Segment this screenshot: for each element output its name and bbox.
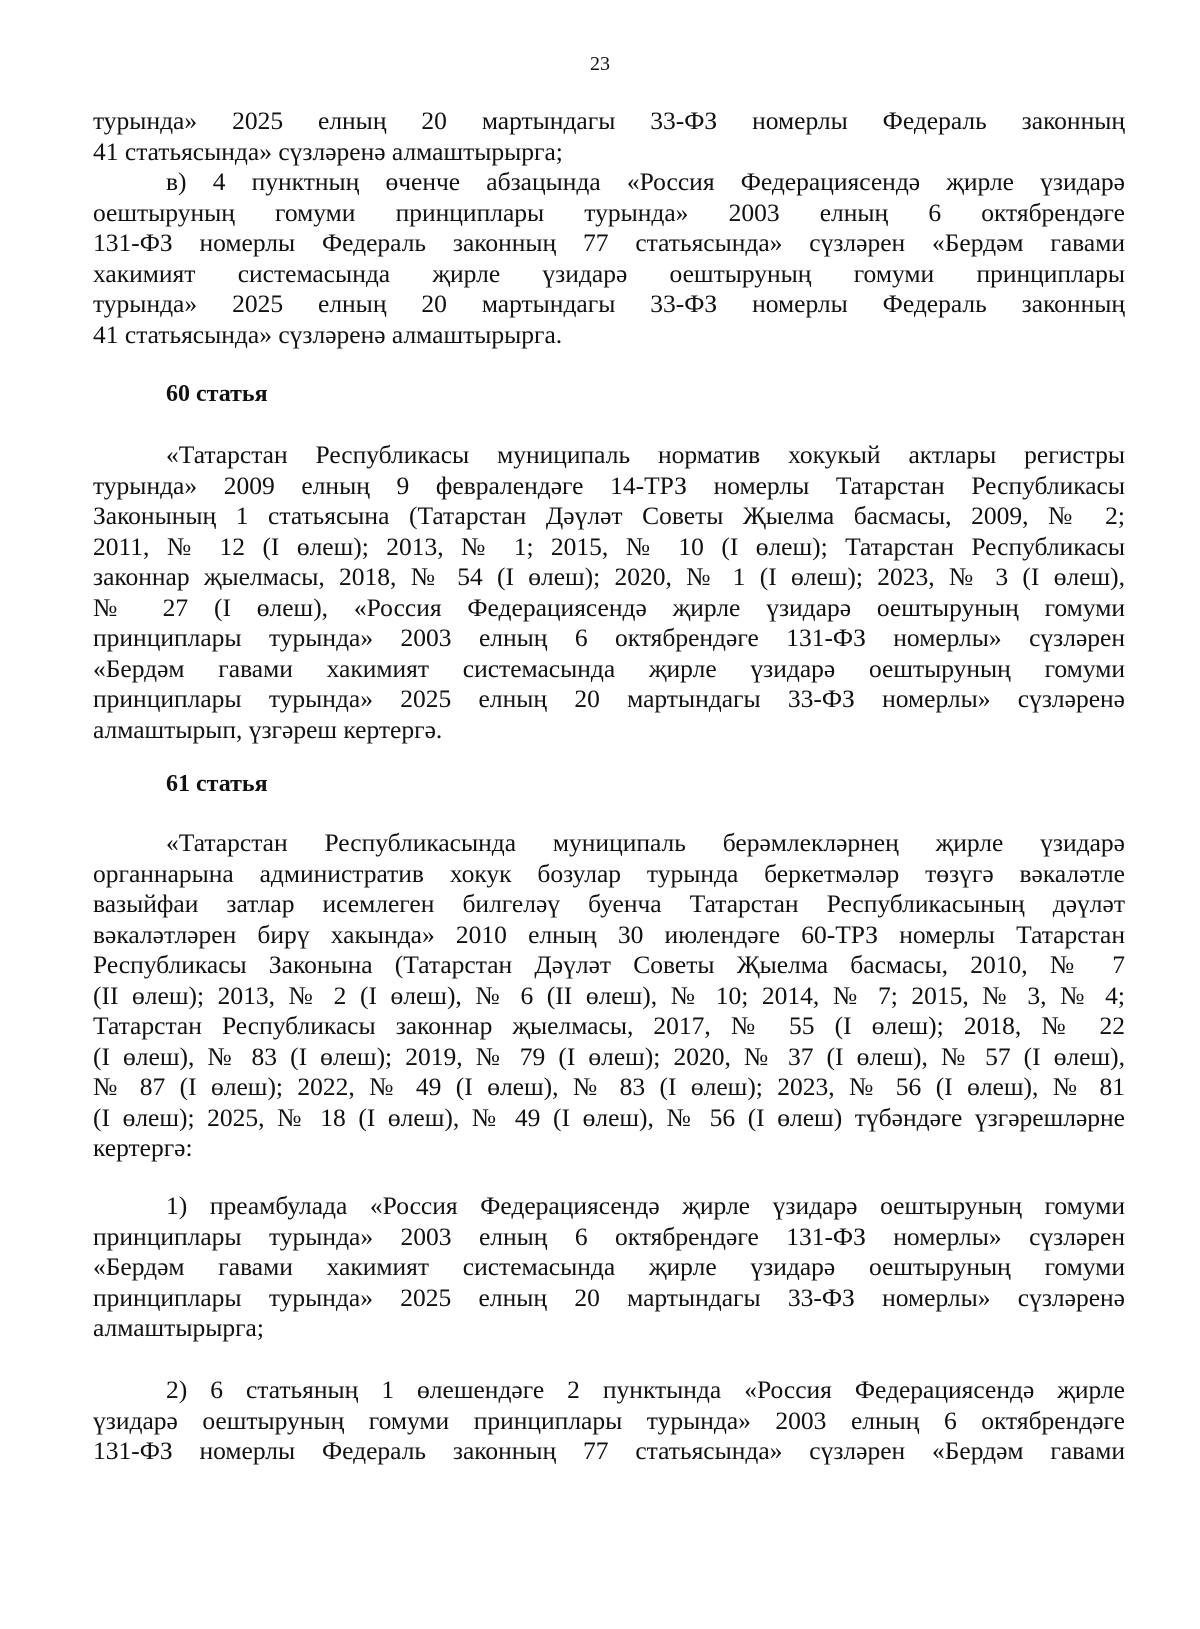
text-line: оештыруның гомуми принциплары турында» 2003 елның 6 октябрендәге <box>93 197 1125 227</box>
text-line: 131-ФЗ номерлы Федераль законның 77 статьясында» сүзләрен «Бердәм гавами <box>93 1436 1125 1465</box>
text-line: № 87 (I өлеш); 2022, № 49 (I өлеш), № 83 (I өлеш); 2023, № 56 (I өлеш), № 81 <box>93 1072 1125 1101</box>
text-line: (II өлеш); 2013, № 2 (I өлеш), № 6 (II өлеш), № 10; 2014, № 7; 2015, № 3, № 4; <box>93 980 1125 1010</box>
text-line: «Татарстан Республикасы муниципаль норматив хокукый актлары регистры <box>166 440 1125 469</box>
text-line: Татарстан Республикасы законнар җыелмасы, 2017, № 55 (I өлеш); 2018, № 22 <box>93 1011 1125 1040</box>
text-line: органнарына административ хокук бозулар турында беркетмәләр төзүгә вәкаләтле <box>93 858 1125 888</box>
text-line: принциплары турында» 2025 елның 20 мартындагы 33-ФЗ номерлы» сүзләренә <box>93 684 1125 713</box>
paragraph-item-1 <box>93 1191 1125 1344</box>
text-line: хакимият системасында җирле үзидарә оештыруның гомуми принциплары <box>93 258 1125 288</box>
article-61-paragraph <box>93 828 1125 1164</box>
text-line: принциплары турында» 2003 елның 6 октябрендәге 131-ФЗ номерлы» сүзләрен <box>93 1221 1125 1251</box>
text-line: 131-ФЗ номерлы Федераль законның 77 статьясында» сүзләрен «Бердәм гавами <box>93 228 1125 257</box>
text-line: в) 4 пунктның өченче абзацында «Россия Федерациясендә җирле үзидарә <box>166 167 1125 196</box>
text-line: «Бердәм гавами хакимият системасында җирле үзидарә оештыруның гомуми <box>93 1252 1125 1281</box>
text-line: 41 статьясында» сүзләренә алмаштырырга; <box>93 136 563 166</box>
text-line: 2) 6 статьяның 1 өлешендәге 2 пунктында «Россия Федерациясендә җирле <box>166 1375 1125 1404</box>
text-line: турында» 2025 елның 20 мартындагы 33-ФЗ номерлы Федераль законның <box>93 289 1125 318</box>
text-line: 2011, № 12 (I өлеш); 2013, № 1; 2015, № 10 (I өлеш); Татарстан Республикасы <box>93 531 1125 561</box>
text-line: вәкаләтләрен бирү хакында» 2010 елның 30 июлендәге 60-ТРЗ номерлы Татарстан <box>93 919 1125 949</box>
text-line: алмаштырырга; <box>93 1313 264 1342</box>
text-line: турында» 2025 елның 20 мартындагы 33-ФЗ номерлы Федераль законның <box>93 106 1125 135</box>
text-line: үзидарә оештыруның гомуми принциплары турында» 2003 елның 6 октябрендәге <box>93 1405 1125 1435</box>
text-line: 1) преамбулада «Россия Федерациясендә җирле үзидарә оештыруның гомуми <box>166 1191 1125 1220</box>
paragraph-item-v <box>93 167 1125 350</box>
text-line: принциплары турында» 2025 елның 20 мартындагы 33-ФЗ номерлы» сүзләренә <box>93 1282 1125 1312</box>
text-line: законнар җыелмасы, 2018, № 54 (I өлеш); 2020, № 1 (I өлеш); 2023, № 3 (I өлеш), <box>93 562 1125 591</box>
text-line: № 27 (I өлеш), «Россия Федерациясендә җирле үзидарә оештыруның гомуми <box>93 592 1125 622</box>
text-line: кертергә: <box>93 1133 193 1162</box>
text-line: принциплары турында» 2003 елның 6 октябрендәге 131-ФЗ номерлы» сүзләрен <box>93 623 1125 652</box>
paragraph-item-2 <box>93 1375 1125 1467</box>
text-line: «Бердәм гавами хакимият системасында җирле үзидарә оештыруның гомуми <box>93 653 1125 683</box>
text-line: турында» 2009 елның 9 февралендәге 14-ТРЗ номерлы Татарстан Республикасы <box>93 470 1125 500</box>
article-heading-61: 61 статья <box>166 771 268 797</box>
text-line: (I өлеш); 2025, № 18 (I өлеш), № 49 (I өлеш), № 56 (I өлеш) түбәндәге үзгәрешләрне <box>93 1102 1125 1132</box>
text-line: Республикасы Законына (Татарстан Дәүләт Советы Җыелма басмасы, 2010, № 7 <box>93 950 1125 979</box>
text-line: 41 статьясында» сүзләренә алмаштырырга. <box>93 319 563 349</box>
text-line: (I өлеш), № 83 (I өлеш); 2019, № 79 (I өлеш); 2020, № 37 (I өлеш), № 57 (I өлеш), <box>93 1041 1125 1071</box>
page-number: 23 <box>590 53 610 75</box>
article-60-paragraph <box>93 440 1125 745</box>
paragraph-continuation <box>93 106 1125 167</box>
article-heading-60: 60 статья <box>166 381 268 407</box>
text-line: «Татарстан Республикасында муниципаль берәмлекләрнең җирле үзидарә <box>166 828 1125 857</box>
text-line: вазыйфаи затлар исемлеген билгеләү буенча Татарстан Республикасының дәүләт <box>93 889 1125 918</box>
text-line: Законының 1 статьясына (Татарстан Дәүләт Советы Җыелма басмасы, 2009, № 2; <box>93 501 1125 530</box>
text-line: алмаштырып, үзгәреш кертергә. <box>93 714 443 744</box>
